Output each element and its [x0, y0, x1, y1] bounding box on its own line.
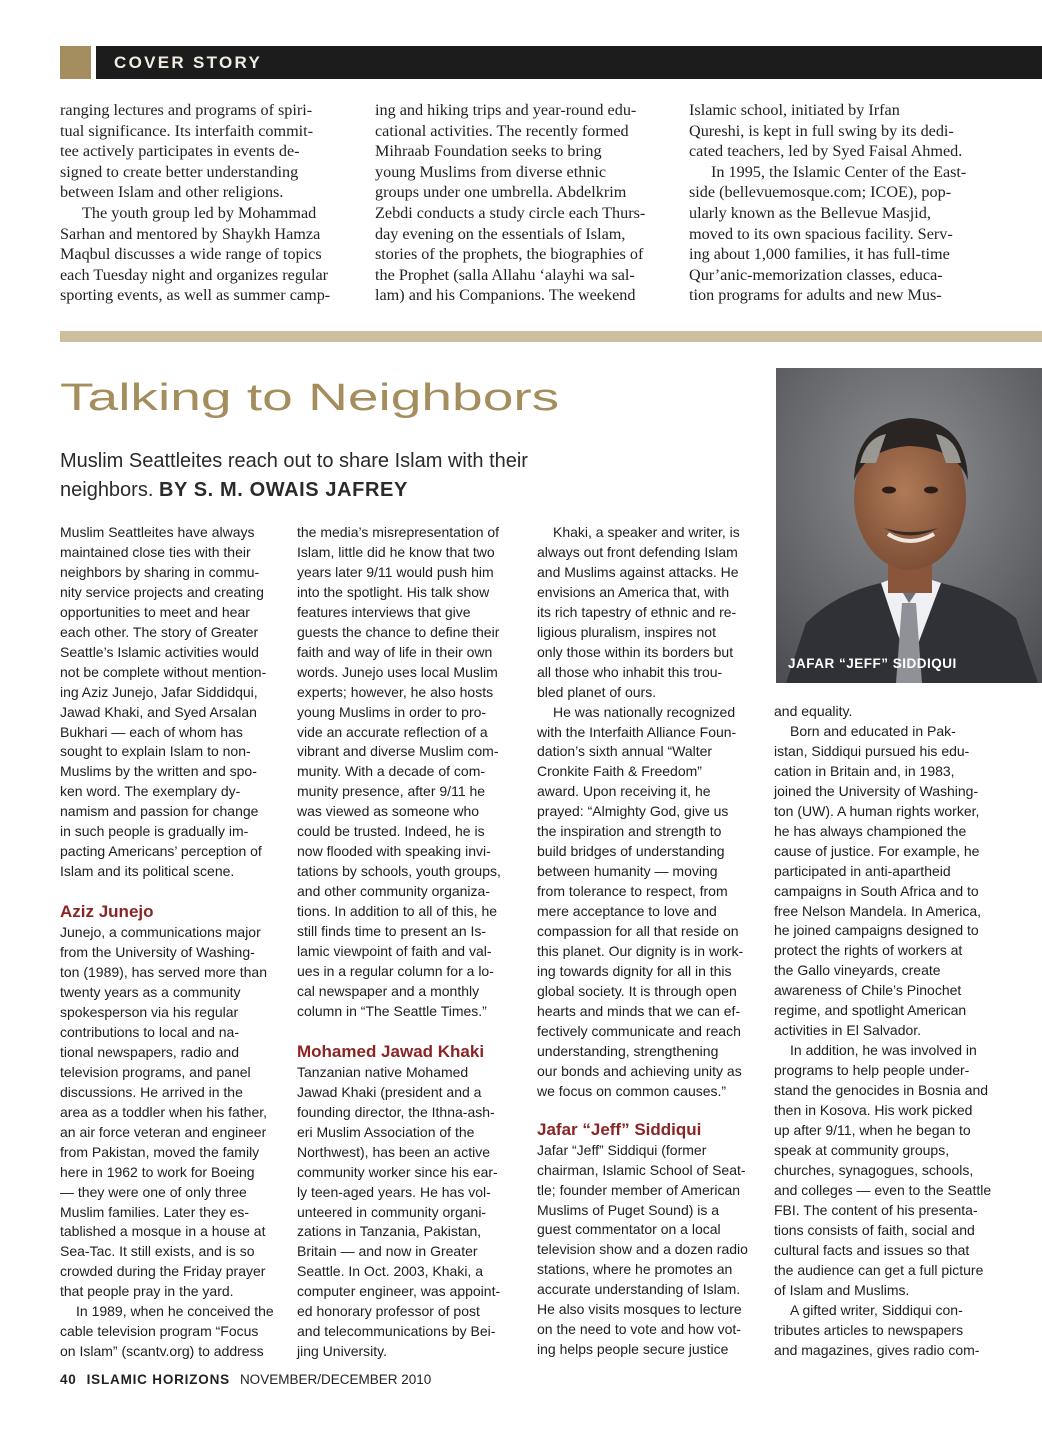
text-line: speak at community groups,	[774, 1141, 950, 1158]
text-line: was viewed as someone who	[297, 803, 480, 820]
text-line: bled planet of ours.	[537, 683, 657, 700]
text-line: on the need to vote and how vot-	[537, 1321, 741, 1338]
text-line: twenty years as a community	[60, 984, 241, 1001]
magazine-name: ISLAMIC HORIZONS	[86, 1372, 230, 1387]
text-line: community worker since his ear-	[297, 1163, 498, 1180]
text-line: ton (1989), has served more than	[60, 964, 268, 981]
text-line: Junejo, a communications major	[60, 924, 261, 941]
text-line: the Gallo vineyards, create	[774, 962, 941, 979]
text-line: only those within its borders but	[537, 643, 734, 660]
text-line: this planet. Our dignity is in work-	[537, 943, 744, 960]
text-line: in such people is gradually im-	[60, 823, 249, 840]
text-line: Islam and its political scene.	[60, 863, 235, 880]
text-line: Mihraab Foundation seeks to bring	[375, 142, 602, 161]
text-line: Maqbul discusses a wide range of topics	[60, 245, 322, 264]
text-line: Jawad Khaki (president and a	[297, 1083, 482, 1100]
text-line: faith and way of life in their own	[297, 643, 493, 660]
section-label: COVER STORY	[114, 53, 263, 72]
text-line: and equality.	[774, 703, 853, 719]
text-line: tions. In addition to all of this, he	[297, 903, 498, 920]
text-line: chairman, Islamic School of Seat-	[537, 1161, 746, 1178]
text-line: here in 1962 to work for Boeing	[60, 1163, 255, 1180]
text-line: Muslims by the written and spo-	[60, 763, 257, 780]
text-line: Tanzanian native Mohamed	[297, 1063, 469, 1080]
text-line: we focus on common causes.”	[537, 1082, 727, 1099]
text-line: Jawad Khaki, and Syed Arsalan	[60, 703, 257, 720]
text-line: ing helps people secure justice	[537, 1341, 729, 1358]
text-line: regime, and spotlight American	[774, 1002, 967, 1019]
text-line: young Muslims from diverse ethnic	[375, 162, 607, 181]
text-line: ton (UW). A human rights worker,	[774, 802, 980, 819]
text-line: A gifted writer, Siddiqui con-	[790, 1301, 963, 1318]
text-line: our bonds and achieving unity as	[537, 1062, 742, 1079]
text-line: istan, Siddiqui pursued his edu-	[774, 742, 970, 759]
text-line: television programs, and panel	[60, 1063, 251, 1080]
subhead-mohamed-jawad-khaki: Mohamed Jawad Khaki	[297, 1041, 485, 1061]
text-line: compassion for all that reside on	[537, 923, 739, 940]
text-line: crowded during the Friday prayer	[60, 1263, 266, 1280]
issue-date: NOVEMBER/DECEMBER 2010	[239, 1372, 432, 1387]
text-line: still finds time to present an Is-	[297, 923, 487, 940]
text-line: Cronkite Faith & Freedom”	[537, 763, 702, 780]
text-line: global society. It is through open	[537, 982, 737, 999]
text-line: not be complete without mention-	[60, 663, 267, 680]
headline: Talking to Neighbors	[60, 377, 560, 419]
text-line: tion programs for adults and new Mus-	[689, 286, 942, 305]
text-line: ing towards dignity for all in this	[537, 962, 732, 979]
text-line: tablished a mosque in a house at	[60, 1223, 266, 1240]
text-line: tations by schools, youth groups,	[297, 863, 501, 880]
byline: BY S. M. OWAIS JAFREY	[158, 479, 408, 501]
text-line: joined the University of Washing-	[774, 782, 979, 799]
text-line: the inspiration and strength to	[537, 823, 722, 840]
text-line: could be trusted. Indeed, he is	[297, 823, 485, 840]
text-line: cated teachers, led by Syed Faisal Ahmed.	[689, 142, 963, 161]
text-line: ligious pluralism, inspires not	[537, 623, 716, 640]
text-line: then in Kosova. His work picked	[774, 1102, 973, 1119]
text-line: each Tuesday night and organizes regular	[60, 265, 329, 284]
text-line: ranging lectures and programs of spiri-	[60, 101, 313, 119]
deck-text: Muslim Seattleites reach out to share Islam with their neighbors.	[60, 450, 528, 501]
text-line: ing and hiking trips and year-round edu-	[375, 101, 637, 119]
text-line: groups under one umbrella. Abdelkrim	[375, 183, 627, 202]
text-line: and Muslims against attacks. He	[537, 563, 739, 580]
text-line: vibrant and diverse Muslim com-	[297, 743, 499, 760]
text-line: Muslims of Puget Sound) is a	[537, 1201, 720, 1218]
text-line: and magazines, gives radio com-	[774, 1341, 980, 1358]
text-line: on Islam” (scantv.org) to address	[60, 1343, 264, 1360]
text-line: Khaki, a speaker and writer, is	[553, 524, 740, 540]
text-line: build bridges of understanding	[537, 843, 725, 860]
text-line: ed honorary professor of post	[297, 1303, 480, 1320]
text-line: and other community organiza-	[297, 883, 490, 900]
text-line: He also visits mosques to lecture	[537, 1301, 742, 1318]
text-line: ularly known as the Bellevue Masjid,	[689, 203, 931, 222]
text-line: fectively communicate and reach	[537, 1022, 741, 1039]
text-line: accurate understanding of Islam.	[537, 1281, 741, 1298]
text-line: Muslim Seattleites have always	[60, 524, 255, 540]
text-line: programs to help people under-	[774, 1062, 970, 1079]
text-line: Islamic school, initiated by Irfan	[689, 101, 900, 119]
text-line: moved to its own spacious facility. Serv-	[689, 224, 953, 243]
text-line: and colleges — even to the Seattle	[774, 1181, 992, 1198]
text-line: words. Junejo uses local Muslim	[297, 663, 498, 680]
text-line: of Islam and Muslims.	[774, 1281, 910, 1298]
text-line: up after 9/11, when he began to	[774, 1122, 971, 1139]
text-line: unteered in community organi-	[297, 1203, 487, 1220]
text-line: guests the chance to define their	[297, 623, 500, 640]
text-line: contributions to local and na-	[60, 1023, 239, 1040]
text-line: tions consists of faith, social and	[774, 1221, 975, 1238]
text-line: always out front defending Islam	[537, 543, 738, 560]
text-line: the audience can get a full picture	[774, 1261, 984, 1278]
text-line: The youth group led by Mohammad	[82, 203, 317, 222]
top-column-1	[60, 100, 355, 306]
subhead-aziz-junejo: Aziz Junejo	[60, 902, 154, 922]
text-line: understanding, strengthening	[537, 1042, 719, 1059]
text-line: participated in anti-apartheid	[774, 862, 951, 879]
section-divider	[60, 331, 1042, 342]
section-gold-block	[60, 46, 91, 79]
text-line: cultural facts and issues so that	[774, 1241, 970, 1258]
text-line: discussions. He arrived in the	[60, 1083, 243, 1100]
text-line: computer engineer, was appoint-	[297, 1283, 501, 1300]
text-line: He was nationally recognized	[553, 703, 736, 720]
text-line: ly teen-aged years. He has vol-	[297, 1183, 491, 1200]
text-line: protect the rights of workers at	[774, 942, 963, 959]
text-line: that people pray in the yard.	[60, 1283, 234, 1300]
body-column-3	[537, 523, 757, 1360]
text-line: nity service projects and creating	[60, 583, 264, 600]
text-line: lam) and his Companions. The weekend	[375, 286, 636, 305]
text-line: ken word. The exemplary dy-	[60, 783, 241, 800]
text-line: lamic viewpoint of faith and val-	[297, 943, 492, 960]
text-line: eri Muslim Association of the	[297, 1123, 475, 1140]
text-line: maintained close ties with their	[60, 543, 251, 560]
text-line: sought to explain Islam to non-	[60, 743, 251, 760]
text-line: day evening on the essentials of Islam,	[375, 224, 626, 243]
text-line: side (bellevuemosque.com; ICOE), pop-	[689, 183, 952, 202]
text-line: Bukhari — each of whom has	[60, 723, 243, 740]
text-line: ing Aziz Junejo, Jafar Siddidqui,	[60, 683, 258, 700]
text-line: churches, synagogues, schools,	[774, 1161, 974, 1178]
text-line: tle; founder member of American	[537, 1181, 741, 1198]
text-line: stand the genocides in Bosnia and	[774, 1082, 989, 1099]
text-line: Seattle. In Oct. 2003, Khaki, a	[297, 1263, 483, 1280]
text-line: Islam, little did he know that two	[297, 543, 495, 560]
text-line: features interviews that give	[297, 603, 471, 620]
text-line: prayed: “Almighty God, give us	[537, 803, 729, 820]
text-line: In 1995, the Islamic Center of the East-	[711, 162, 967, 181]
text-line: experts; however, he also hosts	[297, 683, 494, 700]
text-line: tributes articles to newspapers	[774, 1321, 964, 1338]
text-line: Northwest), has been an active	[297, 1143, 490, 1160]
text-line: an air force veteran and engineer	[60, 1123, 267, 1140]
text-line: he has always championed the	[774, 822, 967, 839]
top-column-3	[689, 100, 981, 306]
text-line: area as a toddler when his father,	[60, 1103, 268, 1120]
page-number: 40	[60, 1372, 77, 1387]
deck	[60, 447, 540, 505]
text-line: into the spotlight. His talk show	[297, 583, 490, 600]
text-line: cational activities. The recently formed	[375, 121, 629, 140]
text-line: opportunities to meet and hear	[60, 603, 250, 620]
text-line: stories of the prophets, the biographies of	[375, 245, 644, 264]
text-line: ing about 1,000 families, it has full-time	[689, 245, 950, 264]
text-line: munity. With a decade of com-	[297, 763, 486, 780]
text-line: with the Interfaith Alliance Foun-	[537, 723, 737, 740]
text-line: Jafar “Jeff” Siddiqui (former	[537, 1141, 707, 1158]
text-line: namism and passion for change	[60, 803, 259, 820]
text-line: tual significance. Its interfaith commit-	[60, 121, 314, 140]
text-line: Born and educated in Pak-	[790, 722, 956, 739]
text-line: — they were one of only three	[60, 1183, 247, 1200]
text-line: from tolerance to respect, from	[537, 883, 728, 900]
text-line: vide an accurate reflection of a	[297, 723, 488, 740]
text-line: ues in a regular column for a lo-	[297, 962, 494, 979]
body-column-4	[774, 702, 996, 1360]
text-line: and telecommunications by Bei-	[297, 1323, 496, 1340]
text-line: mere acceptance to love and	[537, 903, 717, 920]
text-line: dation’s sixth annual “Walter	[537, 743, 713, 760]
text-line: Zebdi conducts a study circle each Thurs-	[375, 203, 646, 222]
text-line: the media’s misrepresentation of	[297, 524, 500, 540]
text-line: guest commentator on a local	[537, 1221, 721, 1238]
text-line: neighbors by sharing in commu-	[60, 563, 260, 580]
text-line: founding director, the Ithna-ash-	[297, 1103, 495, 1120]
text-line: each other. The story of Greater	[60, 623, 259, 640]
text-line: cal newspaper and a monthly	[297, 982, 480, 999]
portrait-photo	[776, 368, 1042, 683]
text-line: Qureshi, is kept in full swing by its dedi-	[689, 121, 954, 140]
text-line: hearts and minds that we can ef-	[537, 1002, 741, 1019]
text-line: award. Upon receiving it, he	[537, 783, 711, 800]
text-line: cation in Britain and, in 1983,	[774, 762, 955, 779]
text-line: envisions an America that, with	[537, 583, 730, 600]
text-line: all those who inhabit this trou-	[537, 663, 723, 680]
text-line: Muslim families. Later they es-	[60, 1203, 250, 1220]
text-line: cause of justice. For example, he	[774, 842, 980, 859]
page-footer	[60, 1372, 431, 1387]
body-column-2	[297, 523, 513, 1362]
text-line: awareness of Chile’s Pinochet	[774, 982, 962, 999]
text-line: sporting events, as well as summer camp-	[60, 286, 331, 305]
text-line: Seattle’s Islamic activities would	[60, 643, 259, 660]
text-line: signed to create better understanding	[60, 162, 299, 181]
text-line: between Islam and other religions.	[60, 183, 284, 202]
text-line: zations in Tanzania, Pakistan,	[297, 1223, 482, 1240]
text-line: stations, where he promotes an	[537, 1261, 733, 1278]
text-line: activities in El Salvador.	[774, 1022, 922, 1039]
text-line: television show and a dozen radio	[537, 1241, 748, 1258]
subhead-jafar-siddiqui: Jafar “Jeff” Siddiqui	[537, 1119, 702, 1139]
text-line: he joined campaigns designed to	[774, 922, 979, 939]
photo-caption: JAFAR “JEFF” SIDDIQUI	[788, 656, 957, 671]
text-line: campaigns in South Africa and to	[774, 882, 979, 899]
text-line: Sarhan and mentored by Shaykh Hamza	[60, 224, 321, 243]
text-line: spokesperson via his regular	[60, 1003, 239, 1020]
text-line: FBI. The content of his presenta-	[774, 1201, 978, 1218]
text-line: tional newspapers, radio and	[60, 1043, 240, 1060]
text-line: its rich tapestry of ethnic and re-	[537, 603, 737, 620]
text-line: tee actively participates in events de-	[60, 142, 300, 161]
text-line: Qur’anic-memorization classes, educa-	[689, 265, 943, 284]
text-line: column in “The Seattle Times.”	[297, 1002, 487, 1019]
top-column-2	[375, 100, 669, 306]
text-line: Britain — and now in Greater	[297, 1243, 478, 1260]
text-line: from Pakistan, moved the family	[60, 1143, 260, 1160]
text-line: pacting Americans’ perception of	[60, 843, 262, 860]
text-line: young Muslims in order to pro-	[297, 703, 487, 720]
text-line: the Prophet (salla Allahu ‘alayhi wa sal-	[375, 265, 635, 284]
text-line: between humanity — moving	[537, 863, 718, 880]
text-line: jing University.	[297, 1343, 387, 1360]
text-line: In addition, he was involved in	[790, 1042, 977, 1059]
text-line: In 1989, when he conceived the	[76, 1303, 274, 1320]
text-line: free Nelson Mandela. In America,	[774, 902, 981, 919]
text-line: Sea-Tac. It still exists, and is so	[60, 1243, 255, 1260]
text-line: now flooded with speaking invi-	[297, 843, 491, 860]
text-line: munity presence, after 9/11 he	[297, 783, 486, 800]
text-line: years later 9/11 would push him	[297, 563, 494, 580]
text-line: from the University of Washing-	[60, 944, 255, 961]
text-line: cable television program “Focus	[60, 1323, 259, 1340]
body-column-1	[60, 523, 280, 1362]
